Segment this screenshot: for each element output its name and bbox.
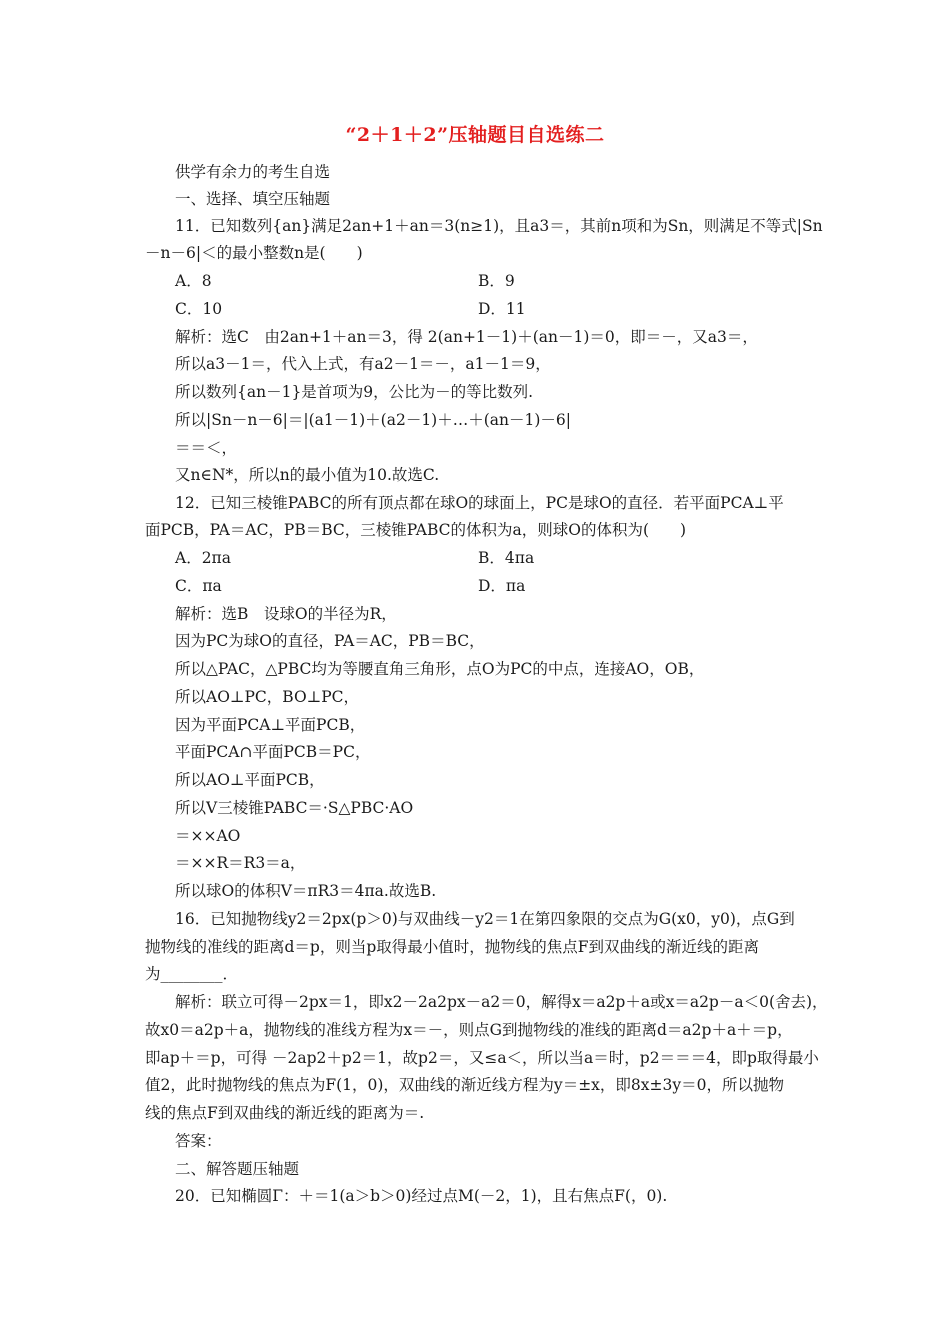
solution-line: 解析：选C 由2an+1＋an＝3，得 2(an+1－1)＋(an－1)＝0，即＝－，又a3＝， <box>175 328 758 346</box>
option-b: B．4πa <box>478 549 535 567</box>
solution-line: 所以a3－1＝，代入上式，有a2－1＝－，a1－1＝9， <box>175 355 551 373</box>
solution-line: 所以|Sn－n－6|＝|(a1－1)＋(a2－1)＋…＋(an－1)－6| <box>175 411 571 429</box>
question-16: 16．已知抛物线y2＝2px(p＞0)与双曲线－y2＝1在第四象限的交点为G(x0，y0)，点G到 <box>175 910 795 928</box>
solution-line: ＝××R＝R3＝a， <box>175 854 306 872</box>
question-20: 20．已知椭圆Γ：＋＝1(a＞b＞0)经过点M(－2，1)，且右焦点F(，0). <box>175 1187 668 1205</box>
option-b: B．9 <box>478 272 515 290</box>
question-16-cont: 为________． <box>145 965 239 983</box>
question-12: 12．已知三棱锥PABC的所有顶点都在球O的球面上，PC是球O的直径．若平面PCA⊥平 <box>175 494 784 512</box>
page-title: “2＋1＋2”压轴题目自选练二 <box>345 124 605 146</box>
intro-line: 供学有余力的考生自选 <box>175 163 331 181</box>
solution-line: 因为平面PCA⊥平面PCB， <box>175 716 366 734</box>
option-d: D．πa <box>478 577 526 595</box>
solution-line: 所以AO⊥PC，BO⊥PC， <box>175 688 360 706</box>
question-16-cont: 抛物线的准线的距离d＝p，则当p取得最小值时，抛物线的焦点F到双曲线的渐近线的距离 <box>145 938 760 956</box>
option-c: C．πa <box>175 577 222 595</box>
solution-line: ＝××AO <box>175 827 241 845</box>
solution-line: 解析：选B 设球O的半径为R， <box>175 605 397 623</box>
question-12-cont: 面PCB，PA＝AC，PB＝BC，三棱锥PABC的体积为a，则球O的体积为( ) <box>145 521 687 539</box>
question-11: 11．已知数列{an}满足2an+1＋an＝3(n≥1)，且a3＝，其前n项和为Sn，则满足不等式|Sn <box>175 217 823 235</box>
solution-line: 值2，此时抛物线的焦点为F(1，0)，双曲线的渐近线方程为y＝±x，即8x±3y＝0，所以抛物 <box>145 1076 784 1094</box>
option-a: A．2πa <box>175 549 231 567</box>
question-11-cont: －n－6|＜的最小整数n是( ) <box>145 244 363 262</box>
option-d: D．11 <box>478 300 526 318</box>
solution-line: 又n∈N*，所以n的最小值为10.故选C. <box>175 466 440 484</box>
answer-label: 答案： <box>175 1132 222 1150</box>
section-heading: 二、解答题压轴题 <box>175 1160 300 1178</box>
solution-line: 所以数列{an－1}是首项为9，公比为－的等比数列. <box>175 383 534 401</box>
solution-line: 故x0＝a2p＋a，抛物线的准线方程为x＝－，则点G到抛物线的准线的距离d＝a2p＋a＋＝p， <box>145 1021 793 1039</box>
option-c: C．10 <box>175 300 223 318</box>
option-a: A．8 <box>175 272 212 290</box>
section-heading: 一、选择、填空压轴题 <box>175 190 331 208</box>
solution-line: 所以球O的体积V＝πR3＝4πa.故选B. <box>175 882 437 900</box>
solution-line: 解析：联立可得－2px＝1，即x2－2a2px－a2＝0，解得x＝a2p＋a或x＝a2p－a＜0(舍去)， <box>175 993 828 1011</box>
solution-line: 因为PC为球O的直径，PA＝AC，PB＝BC， <box>175 632 485 650</box>
solution-line: 所以V三棱锥PABC＝·S△PBC·AO <box>175 799 414 817</box>
solution-line: 线的焦点F到双曲线的渐近线的距离为＝. <box>145 1104 425 1122</box>
solution-line: 平面PCA∩平面PCB＝PC， <box>175 743 371 761</box>
solution-line: 所以AO⊥平面PCB， <box>175 771 325 789</box>
solution-line: 即ap＋＝p，可得 －2ap2＋p2＝1，故p2＝，又≤a＜，所以当a＝时，p2＝＝＝4，即p取得最小 <box>145 1049 819 1067</box>
solution-line: 所以△PAC，△PBC均为等腰直角三角形，点O为PC的中点，连接AO，OB， <box>175 660 705 678</box>
solution-line: ＝＝＜， <box>175 439 238 457</box>
